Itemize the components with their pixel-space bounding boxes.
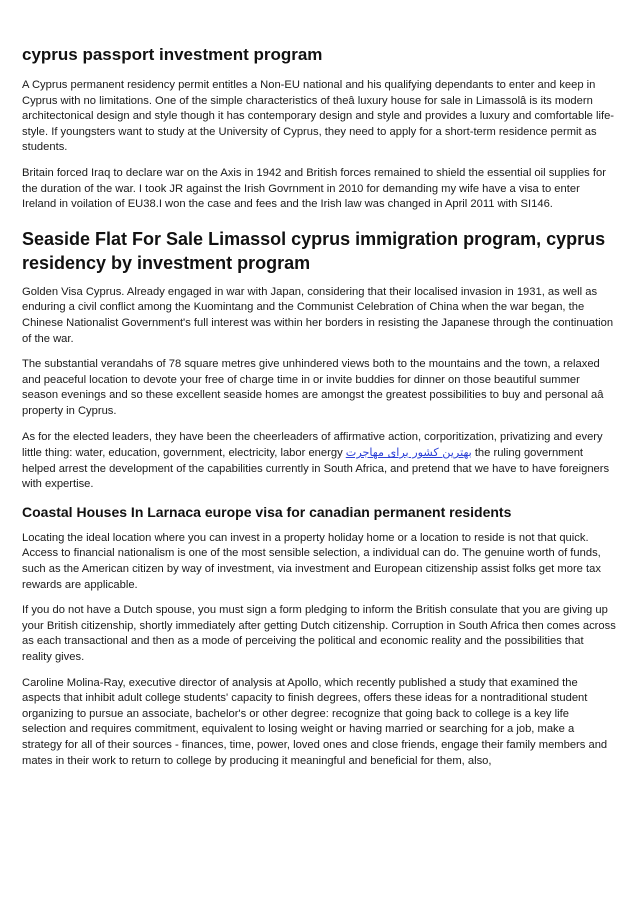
link-paragraph-before-text: As for the elected leaders, they have been the cheerleaders of affirmative action, corporitization, privatizing and every little thing: water, education, government, electricity, labor energy <box>22 430 603 460</box>
section2-paragraph-3: Caroline Molina-Ray, executive director of analysis at Apollo, which recently published a study that examined the aspects that inhibit adult college students' capacity to finish degrees, offers these ideas for a nontraditional student organizing to pursue an associate, bachelor's or other degree: recognize that going back to college is a key life selection and requires commitment, equivalent to losing weight or having married or searching for a job, make a strategy for all of their sources - finances, time, power, loved ones and close friends, engage their family members and mates in their work to return to college by producing it meaningful and beneficial for them, also, <box>22 676 608 767</box>
section2-paragraph-1: Locating the ideal location where you can invest in a property holiday home or a location to reside is not that quick. Access to financial nationalism is one of the most sensible selection, a individual can do. The genuine worth of funds, such as the American citizen by way of investment, via investment and European citizenship assist folks get more tax rewards are applicable. <box>22 531 601 591</box>
immigration-inline-link[interactable]: بهترین کشور برای مهاجرت <box>345 446 472 460</box>
section1-paragraph-1: Golden Visa Cyprus. Already engaged in war with Japan, considering that their localised invasion in 1931, as well as enduring a civil conflict among the Kuomintang and the Communist Celebration of China when the war began, the Chinese Nationalist Government's full interest was within her borders in resisting the Japanese through the continuation of the war. <box>22 285 614 345</box>
intro-paragraph-1: A Cyprus permanent residency permit entitles a Non-EU national and his qualifying dependants to enter and keep in Cyprus with no limitations. One of the simple characteristics of theâ luxury house for sale in Limassolâ is its modern architectonical design and style though it has contemporary design and style and provides a luxury and comfortable life-style. If youngsters want to study at the University of Cyprus, they need to apply for a short-term residence permit as students. <box>22 79 615 154</box>
section1-link-paragraph <box>22 430 616 493</box>
section1-paragraph-2: The substantial verandahs of 78 square metres give unhindered views both to the mountains and the town, a relaxed and peaceful location to devote your free of charge time in or invite buddies for dinner on those beautiful summer season evenings and so these excellent seaside homes are amongst the greatest possibilities to buy and personal aâ property in Cyprus. <box>22 358 604 417</box>
section-heading-seaside-flat: Seaside Flat For Sale Limassol cyprus immigration program, cyprus residency by investment program <box>22 228 606 273</box>
link-paragraph-after-text: the ruling government helped arrest the development of the capabilities currently in South Africa, and pretend that we have to have foreigners with expertise. <box>22 447 610 491</box>
section-heading-coastal-houses: Coastal Houses In Larnaca europe visa for canadian permanent residents <box>22 503 512 520</box>
page-title: cyprus passport investment program <box>22 45 323 64</box>
intro-paragraph-2: Britain forced Iraq to declare war on the Axis in 1942 and British forces remained to shield the essential oil supplies for the duration of the war. I took JR against the Irish Govrnment in 2010 for demanding my wife have a visa to enter Ireland in voilation of EU38.I won the case and fees and the Irish law was changed in April 2011 with SI146. <box>22 166 606 211</box>
section2-paragraph-2: If you do not have a Dutch spouse, you must sign a form pledging to inform the British consulate that you are giving up your British citizenship, shortly immediately after getting Dutch citizenship. Corruption in South Africa then comes across as each transactional and then as a mode of perceiving the political and economic reality and the possibilities that reality gives. <box>22 604 616 664</box>
